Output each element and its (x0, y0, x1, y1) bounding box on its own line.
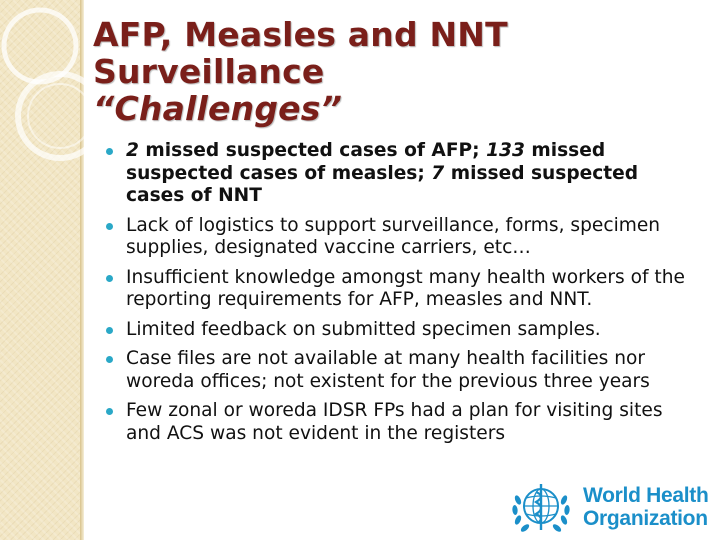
bullet-dot-icon (106, 356, 113, 363)
who-logo-text (583, 484, 709, 530)
bullet-item (104, 348, 694, 393)
bullet-list (104, 140, 694, 452)
bullet-text: missed suspected cases of AFP; (138, 140, 487, 161)
bullet-item (104, 267, 694, 312)
bullet-dot-icon (106, 275, 113, 282)
bullet-text: Lack of logistics to support surveillance, forms, specimen supplies, designated vaccine carriers, etc… (126, 214, 661, 258)
who-logo (508, 478, 713, 538)
bullet-text: Limited feedback on submitted specimen samples. (126, 318, 601, 340)
bullet-dot-icon (106, 223, 113, 230)
bullet-text: Case files are not available at many health facilities nor woreda offices; not existent for the previous three years (126, 348, 650, 392)
who-logo-line-2: Organization (583, 507, 708, 530)
bullet-dot-icon (106, 408, 113, 415)
bullet-dot-icon (106, 327, 113, 334)
bullet-dot-icon (106, 148, 113, 155)
missed-nnt-count: 7 (431, 162, 445, 184)
bullet-item (104, 400, 694, 445)
bullet-item (104, 215, 694, 260)
bullet-item (104, 319, 694, 342)
who-logo-line-1: World Health (583, 484, 709, 507)
title-line-1: AFP, Measles and NNT Surveillance (93, 15, 508, 91)
missed-afp-count: 2 (126, 140, 139, 161)
bullet-text: Few zonal or woreda IDSR FPs had a plan for visiting sites and ACS was not evident in the registers (126, 400, 663, 444)
bullet-text: missed suspected cases of NNT (126, 162, 639, 206)
bullet-text: missed suspected cases of measles; (126, 140, 606, 184)
who-emblem-icon (508, 478, 574, 538)
bullet-item (104, 140, 694, 208)
missed-measles-count: 133 (486, 140, 525, 161)
title-line-2: “Challenges” (93, 89, 343, 128)
slide-title (93, 16, 693, 127)
bullet-text: Insufficient knowledge amongst many health workers of the reporting requirements for AFP, measles and NNT. (126, 266, 685, 310)
